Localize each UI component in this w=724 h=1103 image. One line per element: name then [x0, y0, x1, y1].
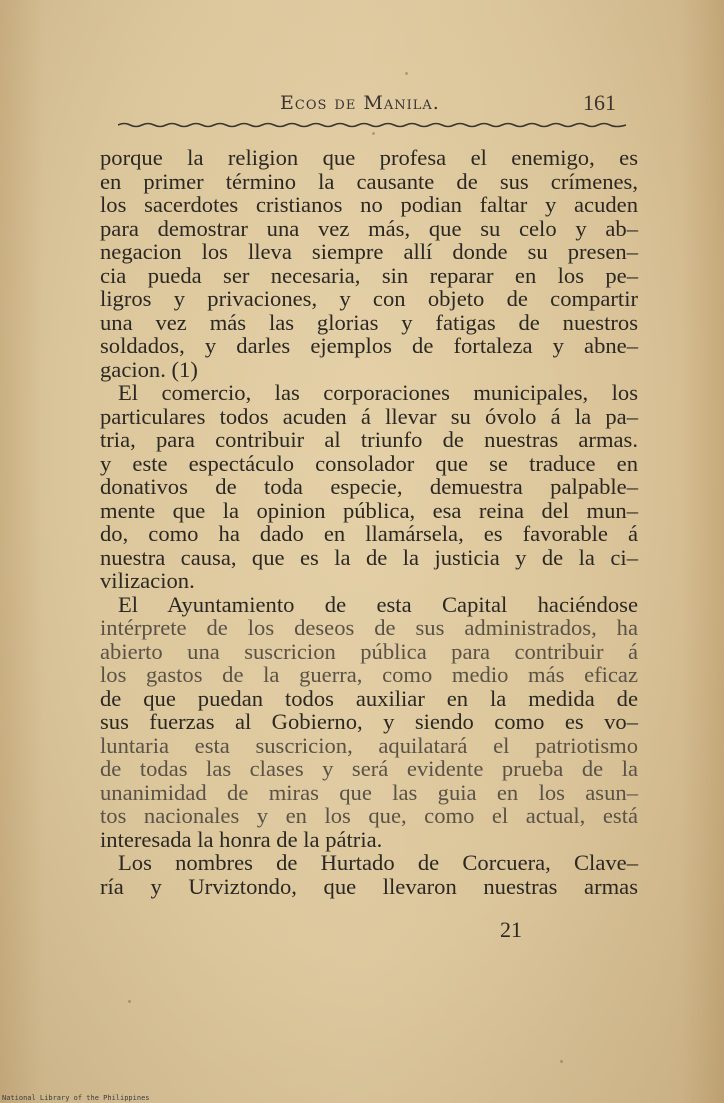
text-line: interesada la honra de la pátria. — [100, 826, 383, 852]
text-line: y este espectáculo consolador que se traduce en — [100, 450, 638, 476]
text-line: cia pueda ser necesaria, sin reparar en los pe– — [100, 262, 638, 288]
header-rule — [118, 122, 626, 128]
text-line: do, como ha dado en llamársela, es favorable á — [100, 521, 638, 546]
text-line: de todas las clases y será evidente prueba de la — [100, 756, 638, 781]
text-line: de que puedan todos auxiliar en la medida de — [100, 685, 638, 711]
paper-speck — [405, 72, 408, 75]
text-line: los sacerdotes cristianos no podian faltar y acuden — [100, 192, 638, 217]
text-line: porque la religion que profesa el enemigo, es — [100, 145, 638, 170]
text-line: para demostrar una vez más, que su celo y ab– — [100, 215, 638, 241]
text-line: sus fuerzas al Gobierno, y siendo como es vo– — [100, 709, 638, 734]
text-line: particulares todos acuden á llevar su óvolo á la pa– — [100, 403, 638, 429]
text-line: ligros y privaciones, y con objeto de compartir — [100, 286, 638, 311]
paper-speck — [128, 1000, 131, 1003]
paper-speck — [560, 1060, 563, 1063]
text-line: tos nacionales y en los que, como el actual, está — [100, 803, 638, 828]
page-header — [100, 88, 630, 124]
text-line: luntaria esta suscricion, aquilatará el patriotismo — [100, 732, 638, 758]
text-line: en primer término la causante de sus crímenes, — [100, 168, 638, 194]
running-title: Ecos de Manila. — [280, 92, 440, 114]
text-line: tria, para contribuir al triunfo de nuestras armas. — [100, 427, 638, 452]
text-line: Los nombres de Hurtado de Corcuera, Clave– — [118, 850, 638, 875]
text-line: mente que la opinion pública, esa reina del mun– — [100, 497, 638, 523]
text-line: El comercio, las corporaciones municipales, los — [118, 380, 638, 405]
text-line: una vez más las glorias y fatigas de nuestros — [100, 309, 638, 335]
text-line: donativos de toda especie, demuestra palpable– — [100, 474, 638, 499]
text-line: los gastos de la guerra, como medio más eficaz — [100, 662, 638, 687]
page-number: 161 — [583, 90, 616, 115]
text-line: soldados, y darles ejemplos de fortaleza y abne– — [100, 333, 638, 358]
text-line: abierto una suscricion pública para contribuir á — [100, 638, 638, 664]
text-line: ría y Urviztondo, que llevaron nuestras armas — [100, 873, 638, 899]
text-line: vilizacion. — [100, 568, 195, 593]
paper-speck — [372, 132, 375, 135]
text-line: gacion. (1) — [100, 356, 198, 382]
text-line: negacion los lleva siempre allí donde su presen– — [100, 239, 638, 264]
body-text — [100, 146, 638, 898]
text-line: El Ayuntamiento de esta Capital haciéndose — [118, 591, 638, 617]
library-credit: National Library of the Philippines — [2, 1094, 150, 1102]
text-line: unanimidad de miras que las guia en los asun– — [100, 779, 638, 805]
text-line: intérprete de los deseos de sus administrados, ha — [100, 615, 638, 640]
text-line: nuestra causa, que es la de la justicia y de la ci– — [100, 544, 638, 570]
signature-mark: 21 — [500, 917, 522, 942]
